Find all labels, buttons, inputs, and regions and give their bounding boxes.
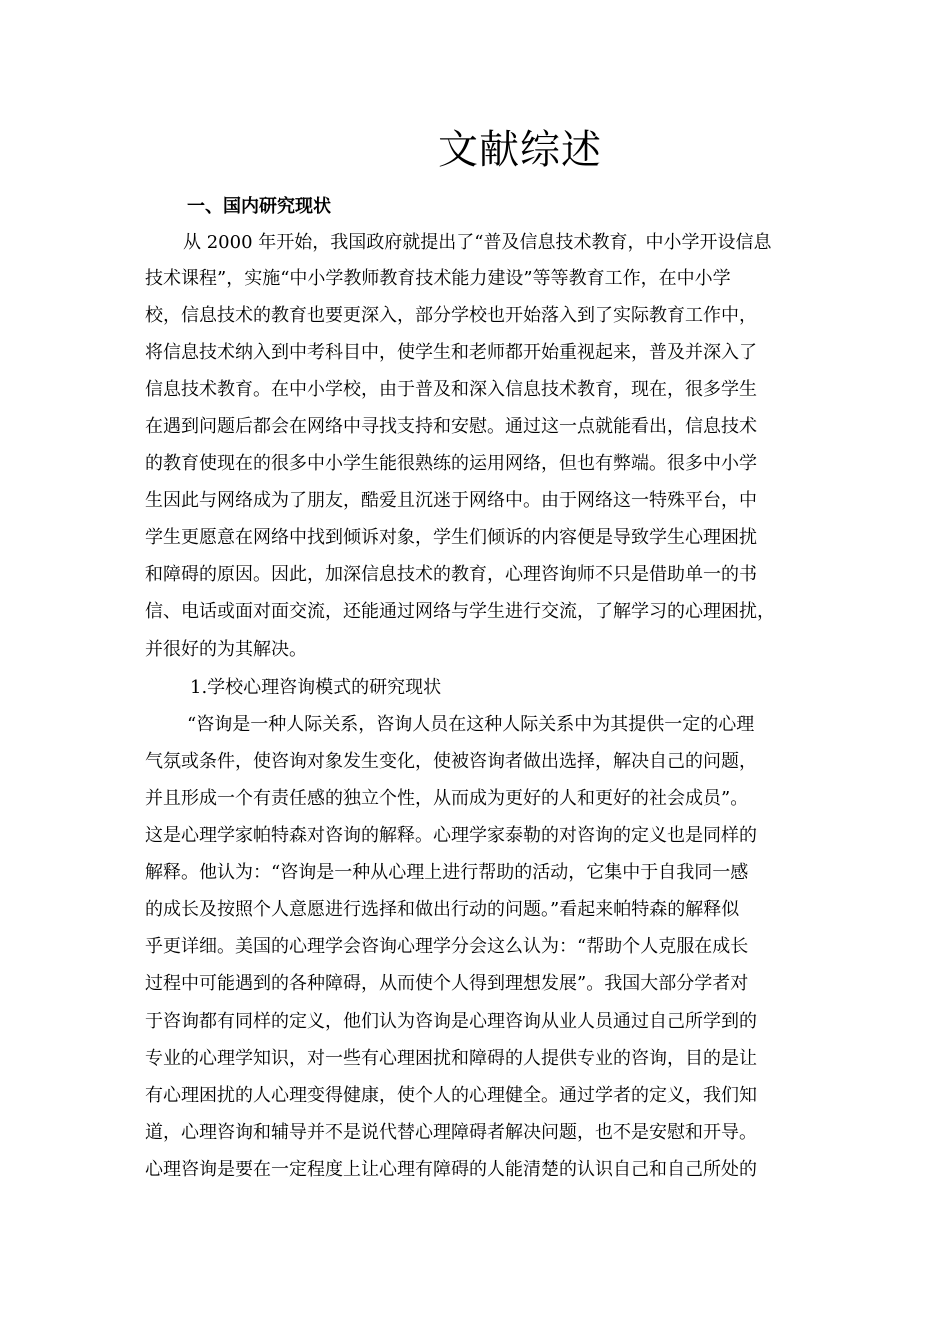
paragraph1-line: 的教育使现在的很多中小学生能很熟练的运用网络，但也有弊端。很多中小学: [145, 453, 757, 474]
paragraph2-line: 并且形成一个有责任感的独立个性，从而成为更好的人和更好的社会成员”。: [145, 788, 749, 809]
paragraph1-line: 从 2000 年开始，我国政府就提出了“普及信息技术教育，中小学开设信息: [183, 232, 772, 253]
paragraph2-line: 心理咨询是要在一定程度上让心理有障碍的人能清楚的认识自己和自己所处的: [145, 1159, 757, 1180]
paragraph1-line: 技术课程”，实施“中小学教师教育技术能力建设”等等教育工作，在中小学: [145, 268, 731, 289]
page-title: 文献综述: [438, 127, 602, 173]
paragraph2-line: “咨询是一种人际关系，咨询人员在这种人际关系中为其提供一定的心理: [187, 714, 755, 735]
paragraph1-line: 并很好的为其解决。: [145, 639, 307, 660]
paragraph2-line: 乎更详细。美国的心理学会咨询心理学分会这么认为：“帮助个人克服在成长: [145, 936, 749, 957]
paragraph2-line: 有心理困扰的人心理变得健康，使个人的心理健全。通过学者的定义，我们知: [145, 1085, 757, 1106]
paragraph2-line: 专业的心理学知识，对一些有心理困扰和障碍的人提供专业的咨询，目的是让: [145, 1048, 757, 1069]
section-heading: 一、国内研究现状: [187, 196, 331, 217]
paragraph1-line: 校，信息技术的教育也要更深入，部分学校也开始落入到了实际教育工作中，: [145, 305, 757, 326]
paragraph2-line: 过程中可能遇到的各种障碍，从而使个人得到理想发展”。我国大部分学者对: [145, 973, 749, 994]
paragraph2-line: 这是心理学家帕特森对咨询的解释。心理学家泰勒的对咨询的定义也是同样的: [145, 825, 757, 846]
paragraph2-line: 气氛或条件，使咨询对象发生变化，使被咨询者做出选择，解决自己的问题，: [145, 751, 757, 772]
paragraph1-line: 学生更愿意在网络中找到倾诉对象，学生们倾诉的内容便是导致学生心理困扰: [145, 527, 757, 548]
paragraph1-line: 将信息技术纳入到中考科目中，使学生和老师都开始重视起来，普及并深入了: [145, 342, 757, 363]
paragraph1-line: 信、电话或面对面交流，还能通过网络与学生进行交流，了解学习的心理困扰，: [145, 601, 775, 622]
paragraph2-line: 的成长及按照个人意愿进行选择和做出行动的问题。”看起来帕特森的解释似: [145, 899, 740, 920]
subsection-heading: 1.学校心理咨询模式的研究现状: [190, 677, 442, 698]
paragraph1-line: 在遇到问题后都会在网络中寻找支持和安慰。通过这一点就能看出，信息技术: [145, 416, 757, 437]
paragraph1-line: 信息技术教育。在中小学校，由于普及和深入信息技术教育，现在，很多学生: [145, 379, 757, 400]
paragraph2-line: 于咨询都有同样的定义，他们认为咨询是心理咨询从业人员通过自己所学到的: [145, 1011, 757, 1032]
paragraph1-line: 和障碍的原因。因此，加深信息技术的教育，心理咨询师不只是借助单一的书: [145, 564, 757, 585]
paragraph2-line: 解释。他认为：“咨询是一种从心理上进行帮助的活动，它集中于自我同一感: [145, 862, 749, 883]
paragraph1-line: 生因此与网络成为了朋友，酷爱且沉迷于网络中。由于网络这一特殊平台，中: [145, 490, 757, 511]
paragraph2-line: 道，心理咨询和辅导并不是说代替心理障碍者解决问题，也不是安慰和开导。: [145, 1122, 757, 1143]
